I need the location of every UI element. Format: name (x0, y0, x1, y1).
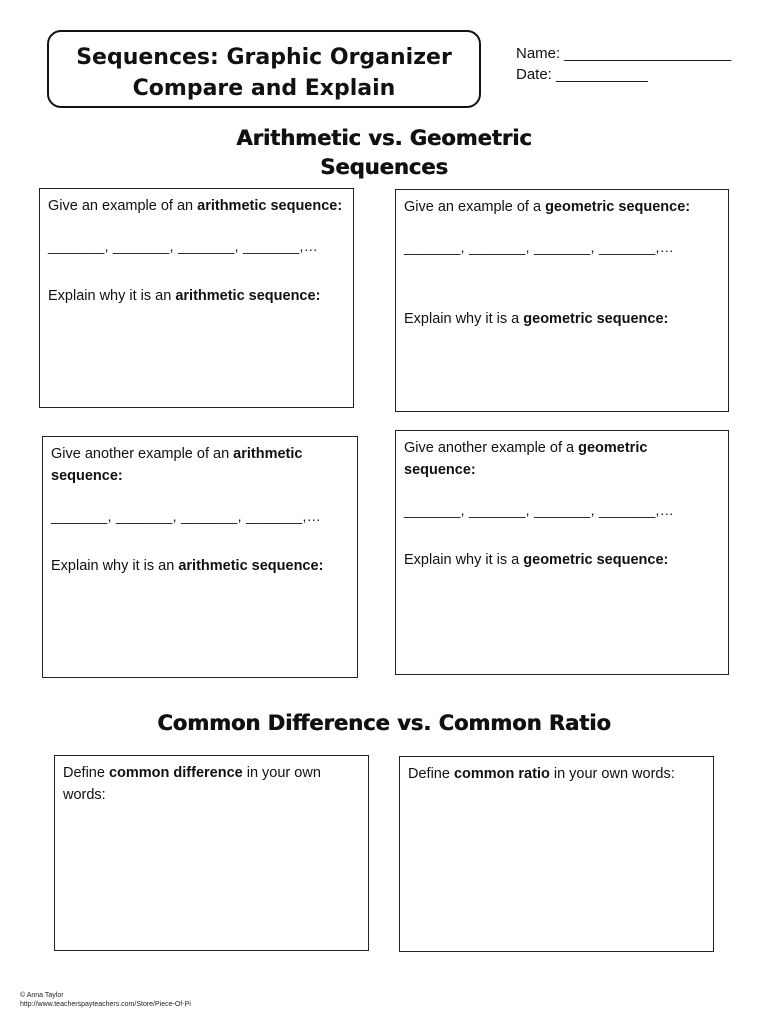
date-blank[interactable]: ___________ (556, 66, 648, 83)
explain-prompt: Explain why it is an arithmetic sequence: (48, 288, 321, 304)
name-label: Name: (516, 45, 561, 62)
definition-prompt: Define common ratio in your own words: (408, 766, 675, 782)
sequence-blanks[interactable]: _______, _______, _______, _______,… (48, 238, 319, 254)
prompt: Give an example of an arithmetic sequence: (48, 198, 343, 214)
common-ratio-card[interactable] (399, 756, 714, 952)
store-url[interactable]: http://www.teacherspayteachers.com/Store/Piece-Of-Pi (20, 1001, 191, 1008)
date-field[interactable] (516, 64, 731, 85)
student-info (516, 43, 731, 85)
explain-prompt: Explain why it is a geometric sequence: (404, 552, 669, 568)
name-field[interactable] (516, 43, 731, 64)
arithmetic-example-card-2[interactable] (42, 436, 358, 678)
worksheet-title (47, 30, 481, 108)
sequence-blanks[interactable]: _______, _______, _______, _______,… (404, 239, 675, 255)
section-heading-common: Common Difference vs. Common Ratio (157, 711, 611, 735)
explain-prompt: Explain why it is an arithmetic sequence: (51, 558, 324, 574)
footer-credit (20, 991, 191, 1009)
prompt: Give another example of an arithmetic sequence: (51, 446, 303, 484)
explain-prompt: Explain why it is a geometric sequence: (404, 311, 669, 327)
sequence-blanks[interactable]: _______, _______, _______, _______,… (51, 508, 322, 524)
title-line-1: Sequences: Graphic Organizer (76, 45, 452, 70)
prompt: Give another example of a geometric sequence: (404, 440, 648, 478)
heading-line-2: Sequences (320, 155, 448, 179)
date-label: Date: (516, 66, 552, 83)
geometric-example-card-1[interactable] (395, 189, 729, 412)
prompt: Give an example of a geometric sequence: (404, 199, 691, 215)
arithmetic-example-card-1[interactable] (39, 188, 354, 408)
title-line-2: Compare and Explain (132, 76, 396, 101)
author-credit: © Anna Taylor (20, 992, 64, 999)
heading-line-1: Arithmetic vs. Geometric (236, 126, 532, 150)
geometric-example-card-2[interactable] (395, 430, 729, 675)
definition-prompt: Define common difference in your own words: (63, 765, 321, 803)
sequence-blanks[interactable]: _______, _______, _______, _______,… (404, 502, 675, 518)
common-difference-card[interactable] (54, 755, 369, 951)
section-heading-sequences (0, 124, 768, 182)
name-blank[interactable]: ____________________ (564, 45, 732, 62)
